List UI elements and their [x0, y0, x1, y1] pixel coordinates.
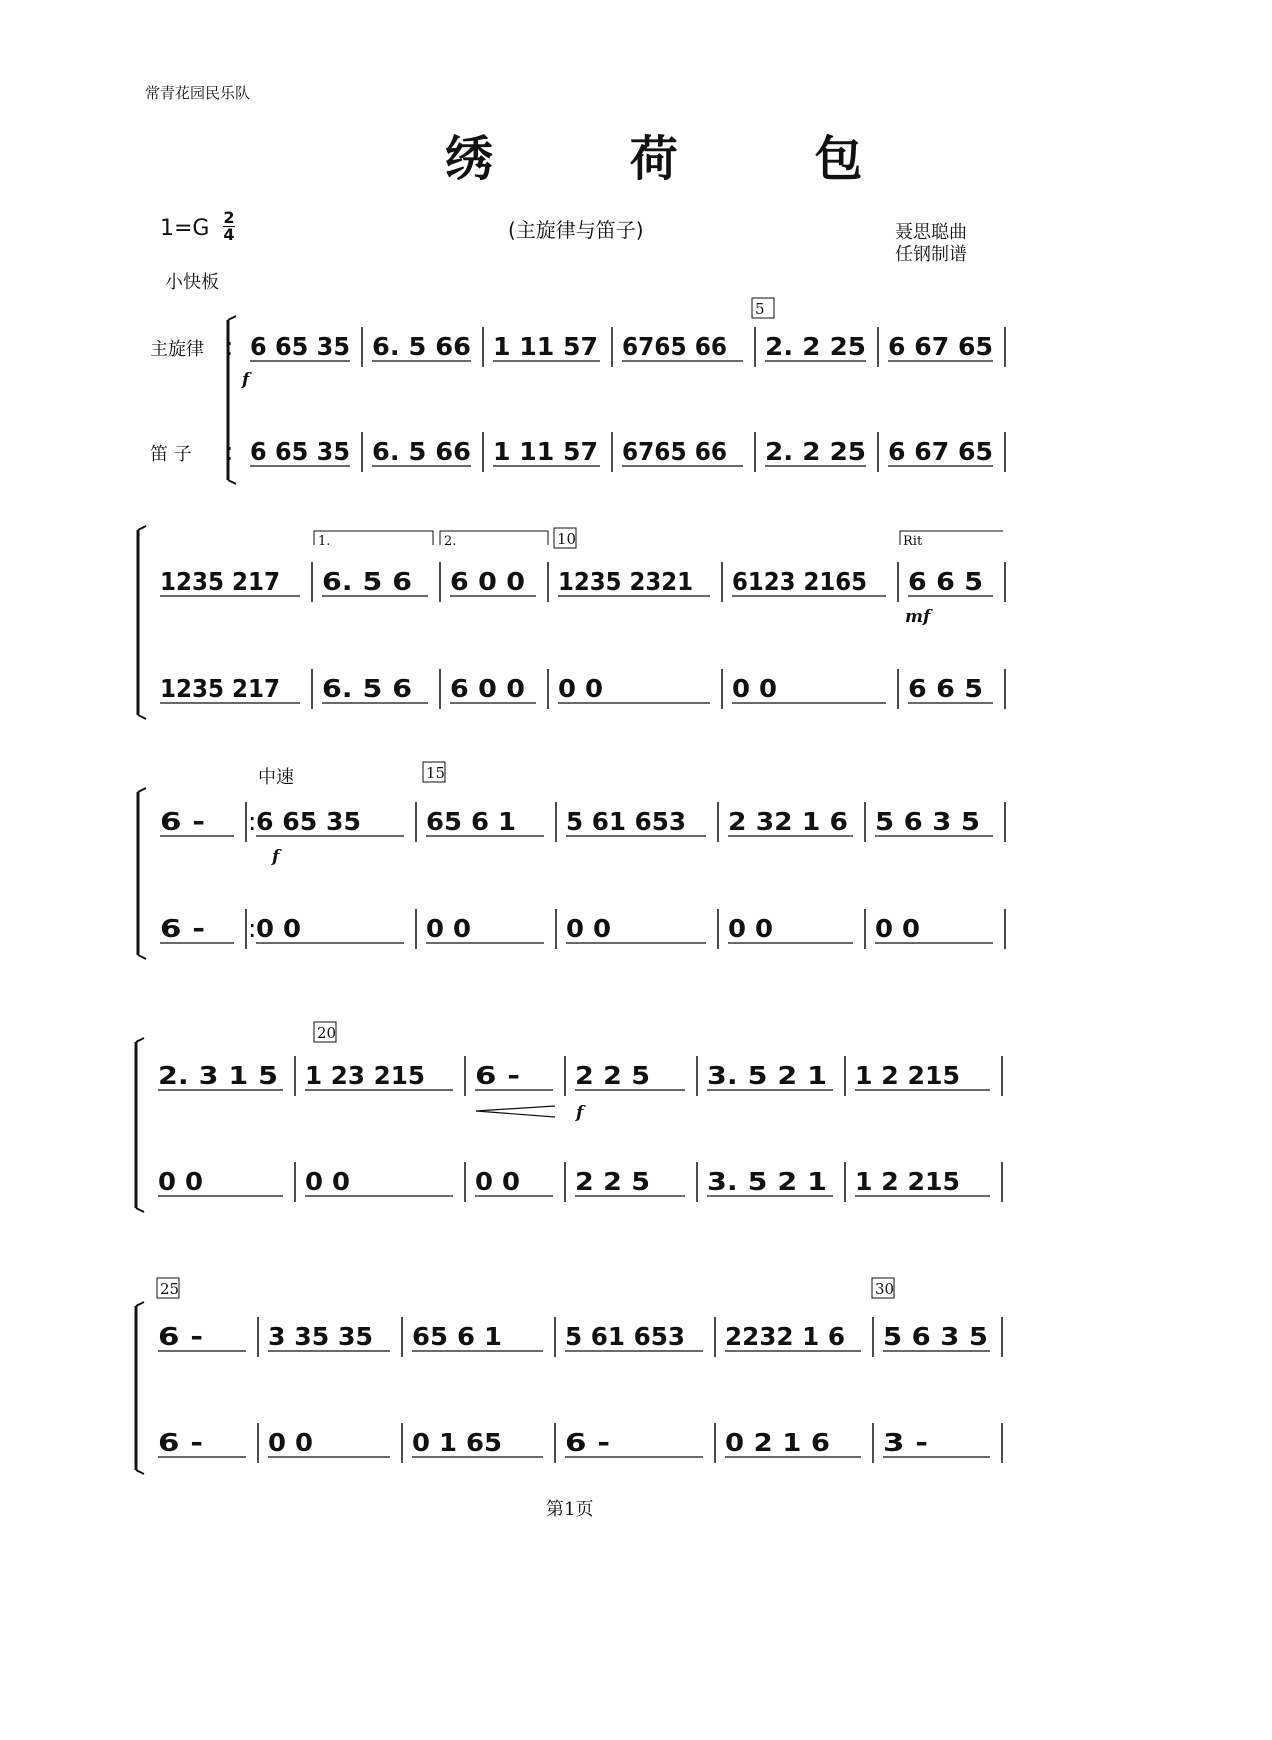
notation-measure: 0 2 1 6	[725, 1428, 830, 1457]
notation-measure: 3. 5 2 1	[707, 1167, 827, 1196]
notation-measure: 65 6 1	[426, 807, 516, 836]
notation-measure: 0 0	[875, 914, 920, 943]
measure-number: 20	[317, 1024, 337, 1042]
notation-measure: 6123 2165	[732, 567, 867, 596]
notation-measure: 6 65 35	[256, 807, 361, 836]
notation-measure: 1235 2321	[558, 567, 693, 596]
notation-measure: 5 61 653	[565, 1322, 685, 1351]
system-bracket-top	[136, 1302, 144, 1306]
system-bracket-bottom	[136, 1470, 144, 1474]
notation-measure: 0 0	[558, 674, 603, 703]
notation-measure: 6 65 35	[250, 332, 350, 361]
notation-measure: 6 -	[158, 1322, 203, 1351]
notation-measure: 6765 66	[622, 332, 727, 361]
arranger: 任钢制谱	[895, 244, 967, 265]
subtitle: (主旋律与笛子)	[508, 218, 644, 242]
notation-measure: 2. 3 1 5	[158, 1061, 278, 1090]
notation-measure: 0 0	[732, 674, 777, 703]
notation-measure: 6765 66	[622, 437, 727, 466]
system-bracket-top	[136, 1038, 144, 1042]
notation-measure: 6 -	[475, 1061, 520, 1090]
notation-measure: 5 6 3 5	[883, 1322, 988, 1351]
notation-measure: 6 0 0	[450, 674, 525, 703]
notation-measure: 2 32 1 6	[728, 807, 848, 836]
notation-measure: 2 2 5	[575, 1167, 650, 1196]
dynamic-mezzo-forte: mf	[905, 607, 931, 627]
tempo-marking: 小快板	[165, 272, 219, 293]
system-bracket-bottom	[138, 955, 146, 959]
notation-measure: 5 61 653	[566, 807, 686, 836]
notation-measure: 0 0	[268, 1428, 313, 1457]
notation-measure: 5 6 3 5	[875, 807, 980, 836]
time-sig-top: 2	[223, 208, 235, 227]
measure-number: 10	[557, 530, 577, 548]
notation-measure: 1235 217	[160, 567, 280, 596]
notation-measure: 6 -	[160, 914, 205, 943]
notation-measure: 6 65 35	[250, 437, 350, 466]
volta-label-2: 2.	[444, 534, 457, 549]
notation-measure: 1 11 57	[493, 332, 598, 361]
notation-measure: 65 6 1	[412, 1322, 502, 1351]
notation-measure: 2. 2 25	[765, 437, 866, 466]
dynamic-forte: f	[272, 847, 280, 867]
notation-measure: 3 35 35	[268, 1322, 373, 1351]
notation-measure: 3 -	[883, 1428, 928, 1457]
notation-measure: 0 0	[728, 914, 773, 943]
repeat-sign: :	[225, 437, 234, 466]
system-bracket-bottom	[228, 480, 236, 484]
notation-measure: 1 2 215	[855, 1167, 960, 1196]
notation-measure: 6. 5 6	[322, 674, 412, 703]
dynamic-forte: f	[242, 370, 250, 390]
volta-label-1: 1.	[318, 534, 331, 549]
notation-measure: 1 23 215	[305, 1061, 425, 1090]
repeat-sign: :	[248, 807, 257, 836]
rit-marking: Rit	[903, 534, 923, 549]
volta-bracket-1	[314, 531, 433, 545]
notation-measure: 0 0	[475, 1167, 520, 1196]
notation-measure: 6 6 5	[908, 674, 983, 703]
system-bracket-top	[138, 526, 146, 530]
crescendo-hairpin	[476, 1106, 555, 1117]
notation-measure: 3. 5 2 1	[707, 1061, 827, 1090]
part-label-melody: 主旋律	[150, 339, 204, 360]
notation-measure: 6 -	[158, 1428, 203, 1457]
song-title: 绣 荷 包	[445, 131, 923, 187]
notation-measure: 6 0 0	[450, 567, 525, 596]
system-bracket-top	[228, 316, 236, 320]
notation-measure: 6 -	[160, 807, 205, 836]
notation-measure: 0 0	[158, 1167, 203, 1196]
notation-measure: 2. 2 25	[765, 332, 866, 361]
notation-measure: 0 0	[426, 914, 471, 943]
composer: 聂思聪曲	[895, 222, 967, 243]
measure-number: 5	[755, 300, 765, 318]
band-name: 常青花园民乐队	[145, 84, 251, 102]
notation-measure: 0 1 65	[412, 1428, 502, 1457]
system-bracket-bottom	[136, 1208, 144, 1212]
part-label-flute: 笛 子	[150, 444, 192, 465]
notation-measure: 0 0	[566, 914, 611, 943]
notation-measure: 1235 217	[160, 674, 280, 703]
notation-measure: 6. 5 6	[322, 567, 412, 596]
system-bracket-bottom	[138, 715, 146, 719]
dynamic-forte: f	[576, 1103, 584, 1123]
notation-measure: 6 6 5	[908, 567, 983, 596]
notation-measure: 1 11 57	[493, 437, 598, 466]
measure-number: 30	[875, 1280, 895, 1298]
notation-measure: 6 67 65	[888, 332, 993, 361]
notation-measure: 2232 1 6	[725, 1322, 845, 1351]
notation-measure: 6. 5 66	[372, 332, 471, 361]
repeat-sign: :	[225, 332, 234, 361]
notation-measure: 6. 5 66	[372, 437, 471, 466]
notation-measure: 6 67 65	[888, 437, 993, 466]
notation-measure: 2 2 5	[575, 1061, 650, 1090]
notation-measure: 1 2 215	[855, 1061, 960, 1090]
time-sig-bottom: 4	[223, 225, 235, 244]
measure-number: 25	[160, 1280, 180, 1298]
key-label: 1=G	[160, 216, 210, 241]
measure-number: 15	[426, 764, 446, 782]
system-bracket-top	[138, 788, 146, 792]
notation-measure: 6 -	[565, 1428, 610, 1457]
notation-measure: 0 0	[256, 914, 301, 943]
tempo-marking-moderato: 中速	[258, 767, 294, 788]
notation-measure: 0 0	[305, 1167, 350, 1196]
page-number: 第1页	[546, 1499, 594, 1520]
repeat-sign: :	[248, 914, 257, 943]
